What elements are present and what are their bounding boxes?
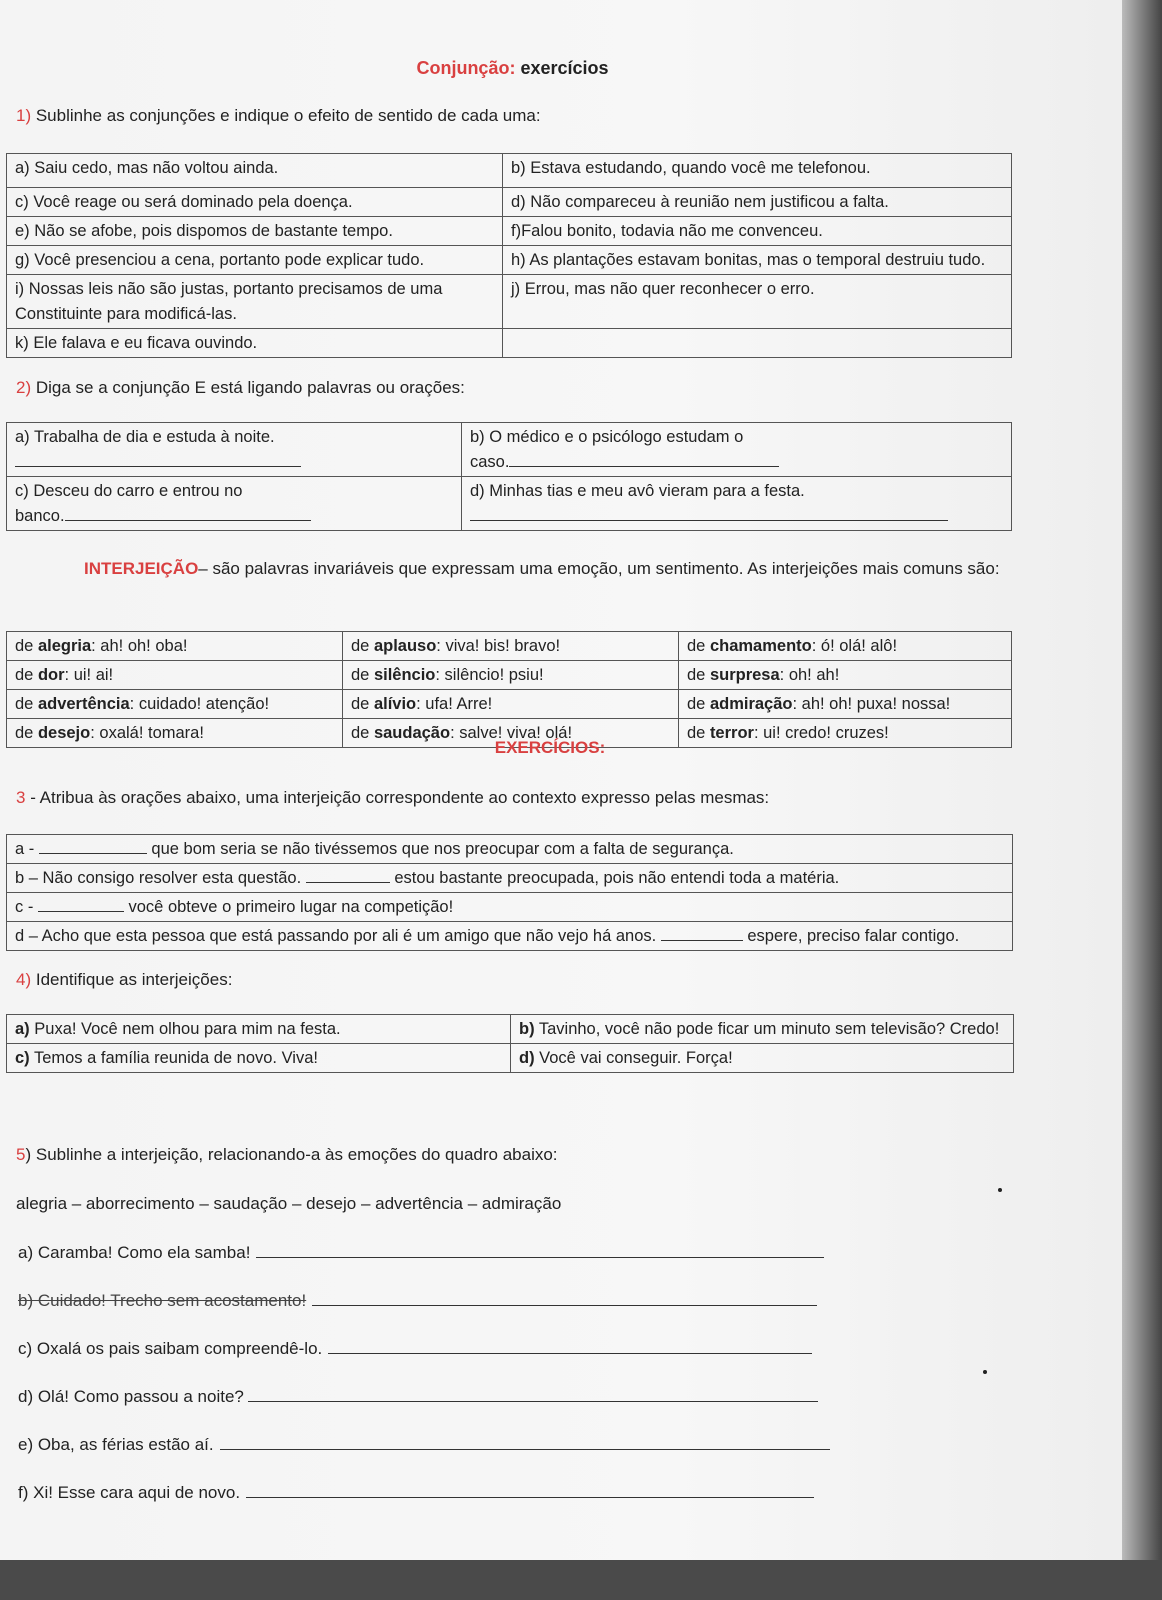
table-row <box>7 661 1012 690</box>
item-label: a) <box>15 1020 30 1038</box>
q1-text: Sublinhe as conjunções e indique o efeito de sentido de cada uma: <box>31 106 541 125</box>
cell-pre: de <box>15 695 38 713</box>
cell-emotion: saudação <box>373 724 451 742</box>
q3-item-a <box>7 835 1013 864</box>
cell-emotion: advertência <box>37 695 130 713</box>
q5-item-c <box>18 1338 812 1360</box>
interj-cell <box>7 632 343 661</box>
interjection-definition-text: – são palavras invariáveis que expressam uma emoção, um sentimento. As interjeições mais comuns são: <box>198 559 1000 578</box>
answer-blank[interactable] <box>15 452 301 467</box>
q4-cell-c <box>7 1044 511 1073</box>
table-row <box>7 922 1013 951</box>
table-row <box>7 154 1012 188</box>
q2-text: Diga se a conjunção E está ligando palavras ou orações: <box>31 378 465 397</box>
interj-cell <box>679 690 1012 719</box>
item-label: d) <box>519 1049 535 1067</box>
interj-cell <box>343 661 679 690</box>
answer-blank[interactable] <box>220 1435 830 1450</box>
q5-item-a <box>18 1242 824 1264</box>
cell-pre: de <box>687 695 710 713</box>
question-2-heading <box>16 378 465 398</box>
item-text: c) Oxalá os pais saibam compreendê-lo. <box>18 1339 323 1358</box>
q2-c-text: c) Desceu do carro e entrou no <box>15 482 243 500</box>
q4-number: 4) <box>16 970 32 989</box>
item-text: estou bastante preocupada, pois não entendi toda a matéria. <box>389 869 840 887</box>
q5-text: ) Sublinhe a interjeição, relacionando-a às emoções do quadro abaixo: <box>25 1145 558 1164</box>
exercises-title: EXERCÍCIOS: <box>494 738 606 757</box>
item-prefix: b – Não consigo resolver esta questão. <box>15 869 306 887</box>
q2-table <box>6 422 1012 531</box>
answer-blank[interactable] <box>661 926 743 941</box>
q5-item-e <box>18 1434 830 1456</box>
q5-item-b <box>18 1290 817 1312</box>
table-row <box>7 1015 1014 1044</box>
item-label: b) <box>519 1020 535 1038</box>
cell-pre: de <box>351 695 374 713</box>
q2-c-text-2: banco. <box>15 507 65 525</box>
cell-examples: : oxalá! tomara! <box>90 724 204 742</box>
q1-cell-b: b) Estava estudando, quando você me telefonou. <box>503 154 1012 188</box>
table-row <box>7 423 1012 477</box>
item-text: Tavinho, você não pode ficar um minuto sem televisão? Credo! <box>534 1020 1000 1038</box>
cell-pre: de <box>15 666 38 684</box>
item-prefix: a - <box>15 840 39 858</box>
answer-blank[interactable] <box>509 452 779 467</box>
interj-cell <box>7 690 343 719</box>
q1-cell-i: i) Nossas leis não são justas, portanto precisamos de uma Constituinte para modificá-las. <box>7 275 503 329</box>
cell-examples: : salve! viva! olá! <box>450 724 573 742</box>
cell-pre: de <box>687 637 710 655</box>
item-text: e) Oba, as férias estão aí. <box>18 1435 214 1454</box>
cell-pre: de <box>15 724 38 742</box>
cell-emotion: alegria <box>37 637 92 655</box>
interj-cell <box>7 661 343 690</box>
page-title <box>0 58 1025 79</box>
question-5-heading <box>16 1145 558 1165</box>
table-row <box>7 477 1012 531</box>
cell-examples: : ui! credo! cruzes! <box>753 724 889 742</box>
q3-item-d <box>7 922 1013 951</box>
table-row <box>7 329 1012 358</box>
answer-blank[interactable] <box>470 506 948 521</box>
answer-blank[interactable] <box>312 1291 817 1306</box>
table-row <box>7 835 1013 864</box>
q3-number: 3 <box>16 788 26 807</box>
cell-pre: de <box>351 724 374 742</box>
cell-examples: : ah! oh! oba! <box>91 637 188 655</box>
cell-emotion: alívio <box>373 695 417 713</box>
cell-examples: : viva! bis! bravo! <box>436 637 561 655</box>
q1-table <box>6 153 1012 358</box>
interj-cell <box>679 632 1012 661</box>
table-row <box>7 217 1012 246</box>
q1-cell-f: f)Falou bonito, todavia não me convenceu. <box>503 217 1012 246</box>
q5-number: 5 <box>16 1145 26 1164</box>
title-prefix: Conjunção: <box>416 58 516 78</box>
cell-pre: de <box>351 637 374 655</box>
q4-cell-d <box>511 1044 1014 1073</box>
q2-d-text: d) Minhas tias e meu avô vieram para a festa. <box>470 482 805 500</box>
table-row <box>7 275 1012 329</box>
table-row <box>7 690 1012 719</box>
q1-cell-a: a) Saiu cedo, mas não voltou ainda. <box>7 154 503 188</box>
cell-emotion: dor <box>37 666 65 684</box>
q4-text: Identifique as interjeições: <box>31 970 233 989</box>
item-text: espere, preciso falar contigo. <box>742 927 960 945</box>
q3-text: - Atribua às orações abaixo, uma interjeição correspondente ao contexto expresso pelas mesmas: <box>25 788 770 807</box>
question-4-heading <box>16 970 232 990</box>
scan-speck <box>998 1188 1002 1192</box>
item-prefix: d – Acho que esta pessoa que está passando por ali é um amigo que não vejo há anos. <box>15 927 661 945</box>
interjection-definition <box>16 554 1006 584</box>
q1-cell-d: d) Não compareceu à reunião nem justificou a falta. <box>503 188 1012 217</box>
q5-item-f <box>18 1482 814 1504</box>
cell-emotion: aplauso <box>373 637 437 655</box>
q1-cell-g: g) Você presenciou a cena, portanto pode explicar tudo. <box>7 246 503 275</box>
item-text: você obteve o primeiro lugar na competição! <box>123 898 454 916</box>
q2-cell-d <box>462 477 1012 531</box>
question-1-heading <box>16 106 541 126</box>
cell-pre: de <box>687 724 710 742</box>
q1-cell-j: j) Errou, mas não quer reconhecer o erro. <box>503 275 1012 329</box>
q1-cell-e: e) Não se afobe, pois dispomos de bastante tempo. <box>7 217 503 246</box>
q5-item-d <box>18 1386 818 1408</box>
interjection-term: INTERJEIÇÃO <box>84 559 199 578</box>
interj-cell <box>343 690 679 719</box>
item-text: Temos a família reunida de novo. Viva! <box>29 1049 318 1067</box>
cell-emotion: desejo <box>37 724 91 742</box>
q2-a-text: a) Trabalha de dia e estuda à noite. <box>15 428 275 446</box>
cell-emotion: silêncio <box>373 666 436 684</box>
q3-table <box>6 834 1013 951</box>
q3-item-c <box>7 893 1013 922</box>
table-row <box>7 246 1012 275</box>
answer-blank[interactable] <box>246 1483 814 1498</box>
cell-examples: : silêncio! psiu! <box>435 666 544 684</box>
q2-b-text: b) O médico e o psicólogo estudam o <box>470 428 744 446</box>
cell-examples: : ufa! Arre! <box>416 695 493 713</box>
item-label: c) <box>15 1049 30 1067</box>
answer-blank[interactable] <box>65 506 311 521</box>
answer-blank[interactable] <box>248 1387 818 1402</box>
q4-table <box>6 1014 1014 1073</box>
answer-blank[interactable] <box>39 839 147 854</box>
cell-pre: de <box>687 666 710 684</box>
interj-cell <box>679 661 1012 690</box>
item-text: Puxa! Você nem olhou para mim na festa. <box>29 1020 341 1038</box>
table-row <box>7 188 1012 217</box>
cell-pre: de <box>15 637 38 655</box>
answer-blank[interactable] <box>328 1339 812 1354</box>
q2-number: 2) <box>16 378 32 397</box>
cell-emotion: surpresa <box>709 666 780 684</box>
q1-cell-c: c) Você reage ou será dominado pela doença. <box>7 188 503 217</box>
q1-cell-h: h) As plantações estavam bonitas, mas o temporal destruiu tudo. <box>503 246 1012 275</box>
table-row <box>7 864 1013 893</box>
q2-b-text-2: caso. <box>470 453 510 471</box>
q4-cell-a <box>7 1015 511 1044</box>
cell-examples: : ah! oh! puxa! nossa! <box>792 695 951 713</box>
q2-cell-a <box>7 423 462 477</box>
q1-cell-empty <box>503 329 1012 358</box>
cell-emotion: chamamento <box>709 637 812 655</box>
cell-examples: : ui! ai! <box>64 666 114 684</box>
item-text: f) Xi! Esse cara aqui de novo. <box>18 1483 241 1502</box>
q3-item-b <box>7 864 1013 893</box>
emotions-list: alegria – aborrecimento – saudação – desejo – advertência – admiração <box>16 1194 562 1213</box>
cell-examples: : oh! ah! <box>779 666 840 684</box>
item-text: Você vai conseguir. Força! <box>534 1049 733 1067</box>
interj-cell <box>343 632 679 661</box>
cell-pre: de <box>351 666 374 684</box>
table-row <box>7 1044 1014 1073</box>
item-text: b) Cuidado! Trecho sem acostamento! <box>18 1291 307 1310</box>
q2-cell-b <box>462 423 1012 477</box>
q1-cell-k: k) Ele falava e eu ficava ouvindo. <box>7 329 503 358</box>
cell-emotion: terror <box>709 724 754 742</box>
table-row <box>7 893 1013 922</box>
item-text: d) Olá! Como passou a noite? <box>18 1387 244 1406</box>
item-text: a) Caramba! Como ela samba! <box>18 1243 251 1262</box>
q1-number: 1) <box>16 106 32 125</box>
cell-examples: : cuidado! atenção! <box>129 695 270 713</box>
question-3-heading <box>16 788 769 808</box>
cell-emotion: admiração <box>709 695 793 713</box>
interjection-table <box>6 631 1012 748</box>
cell-examples: : ó! olá! alô! <box>811 637 898 655</box>
title-rest: exercícios <box>515 58 609 78</box>
answer-blank[interactable] <box>38 897 124 912</box>
item-prefix: c - <box>15 898 38 916</box>
q4-cell-b <box>511 1015 1014 1044</box>
q2-cell-c <box>7 477 462 531</box>
answer-blank[interactable] <box>256 1243 824 1258</box>
table-row <box>7 632 1012 661</box>
answer-blank[interactable] <box>306 868 390 883</box>
scan-speck <box>983 1370 987 1374</box>
item-text: que bom seria se não tivéssemos que nos preocupar com a falta de segurança. <box>146 840 734 858</box>
scan-edge-shadow <box>1122 0 1162 1560</box>
